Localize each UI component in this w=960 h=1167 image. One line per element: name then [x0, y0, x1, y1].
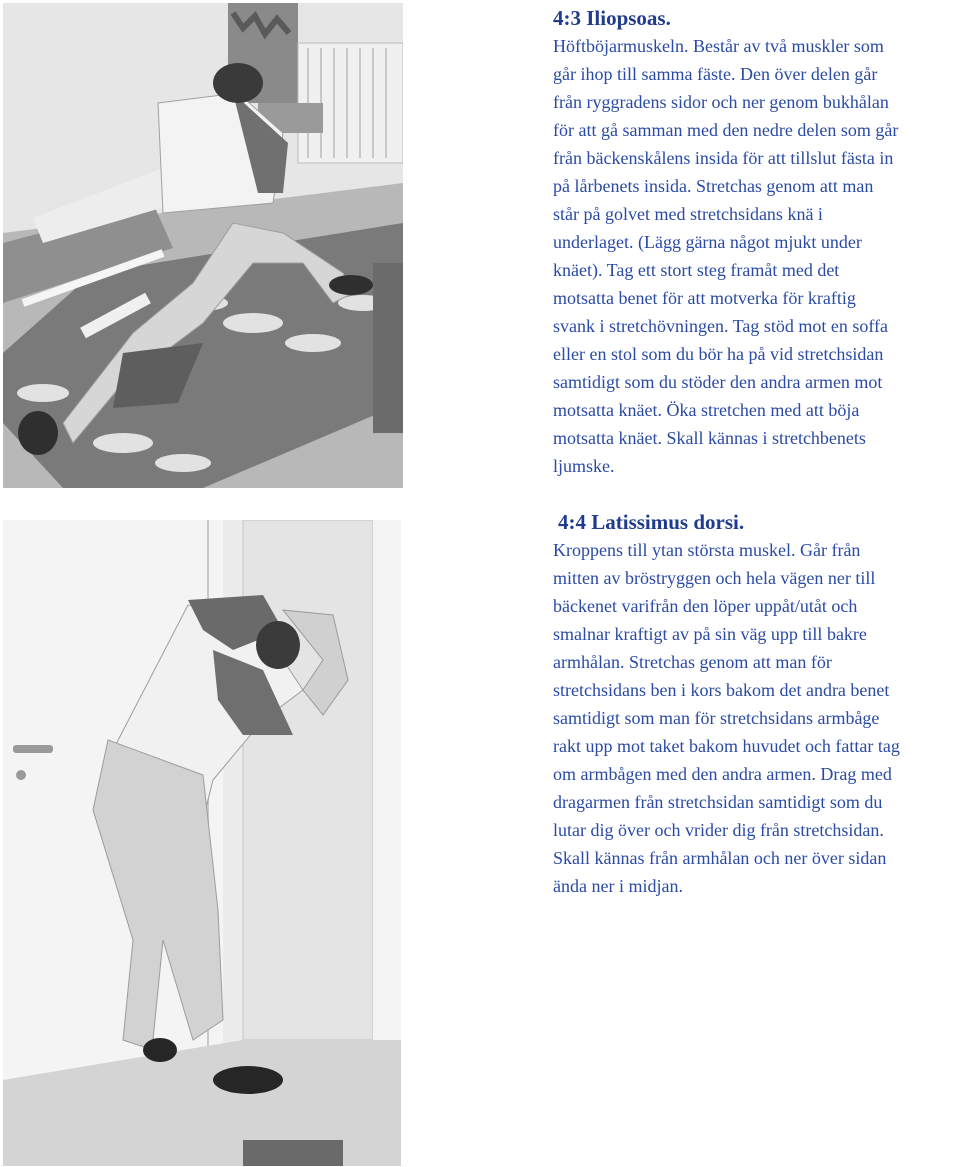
- text-line: eller en stol som du bör ha på vid stretchsidan: [553, 344, 884, 364]
- text-line: Kroppens till ytan största muskel. Går från: [553, 540, 861, 560]
- text-line: armhålan. Stretchas genom att man för: [553, 652, 832, 672]
- text-line: för att gå samman med den nedre delen som går: [553, 120, 899, 140]
- text-line: motsatta knäet. Öka stretchen med att böja: [553, 400, 860, 420]
- text-line: om armbågen med den andra armen. Drag med: [553, 764, 892, 784]
- text-line: stretchsidans ben i kors bakom det andra benet: [553, 680, 890, 700]
- text-line: Skall kännas från armhålan och ner över sidan: [553, 848, 887, 868]
- section-heading: 4:4 Latissimus dorsi.: [558, 510, 745, 534]
- text-line: går ihop till samma fäste. Den över delen går: [553, 64, 878, 84]
- section-body: [553, 536, 958, 900]
- text-line: motsatta knäet. Skall kännas i stretchbenets: [553, 428, 866, 448]
- iliopsoas-stretch-photo: [3, 3, 403, 488]
- text-line: ljumske.: [553, 456, 615, 476]
- section-latissimus-dorsi: [553, 508, 958, 900]
- text-line: från bäckenskålens insida för att tillslut fästa in: [553, 148, 894, 168]
- text-line: smalnar kraftigt av på sin väg upp till bakre: [553, 624, 867, 644]
- text-line: mitten av bröstryggen och hela vägen ner till: [553, 568, 876, 588]
- latissimus-dorsi-stretch-photo: [3, 520, 401, 1166]
- section-body: [553, 32, 958, 480]
- text-line: står på golvet med stretchsidans knä i: [553, 204, 823, 224]
- text-line: rakt upp mot taket bakom huvudet och fattar tag: [553, 736, 900, 756]
- text-line: svank i stretchövningen. Tag stöd mot en soffa: [553, 316, 889, 336]
- text-line: lutar dig över och vrider dig från stretchsidan.: [553, 820, 884, 840]
- section-heading: 4:3 Iliopsoas.: [553, 6, 671, 30]
- section-iliopsoas: [553, 4, 958, 480]
- text-line: samtidigt som du stöder den andra armen mot: [553, 372, 883, 392]
- text-line: samtidigt som man för stretchsidans armbåge: [553, 708, 880, 728]
- text-line: knäet). Tag ett stort steg framåt med det: [553, 260, 840, 280]
- text-line: ända ner i midjan.: [553, 876, 683, 896]
- text-line: dragarmen från stretchsidan samtidigt som du: [553, 792, 883, 812]
- text-line: motsatta benet för att motverka för kraftig: [553, 288, 856, 308]
- text-line: på lårbenets insida. Stretchas genom att man: [553, 176, 874, 196]
- text-line: Höftböjarmuskeln. Består av två muskler som: [553, 36, 884, 56]
- text-line: bäckenet varifrån den löper uppåt/utåt och: [553, 596, 858, 616]
- text-line: underlaget. (Lägg gärna något mjukt under: [553, 232, 862, 252]
- text-line: från ryggradens sidor och ner genom bukhålan: [553, 92, 889, 112]
